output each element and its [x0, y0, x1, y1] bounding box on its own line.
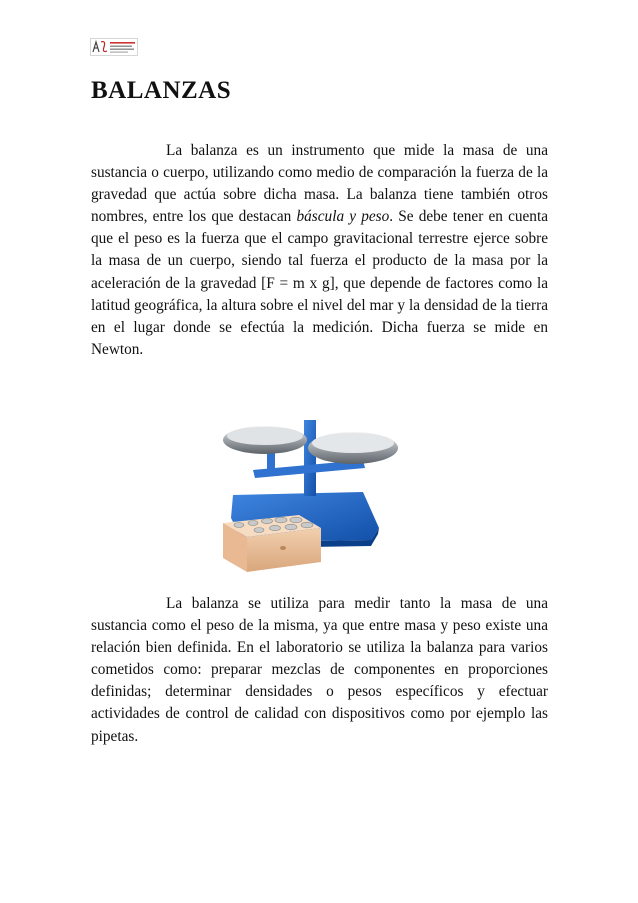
intro-text-part1: La balanza es un instrumento que mide la masa de una sustancia o cuerpo, utilizando como medio de comparación la fuerza de la gravedad que actúa sobre dicha masa. La balanza tiene también otros nombres, entre los que destacan [91, 142, 548, 226]
intro-paragraph [91, 140, 548, 361]
usage-text: La balanza se utiliza para medir tanto la masa de una sustancia como el peso de la misma, ya que entre masa y peso existe una relación bien definida. En el laboratorio se utiliza la balanza para varios cometidos como: preparar mezclas de componentes en proporciones definidas; determinar densidades o pesos específicos y efectuar actividades de control de calidad con dispositivos como por ejemplo las pipetas. [91, 595, 548, 745]
intro-italic-terms: báscula y peso [296, 208, 390, 226]
usage-paragraph [91, 593, 548, 748]
balance-scale-photo [213, 400, 409, 574]
intro-text-part2: . Se debe tener en cuenta que el peso es la fuerza que el campo gravitacional terrestre ejerce sobre la masa de un cuerpo, siendo tal fuerza el producto de la masa por la aceleración de la gravedad [F = m x g], que depende de factores como la latitud geográfica, la altura sobre el nivel del mar y la densidad de la tierra en el lugar donde se efectúa la medición. Dicha fuerza se mide en Newton. [91, 208, 548, 358]
page-title: BALANZAS [91, 77, 232, 104]
institution-logo-icon [90, 38, 138, 56]
